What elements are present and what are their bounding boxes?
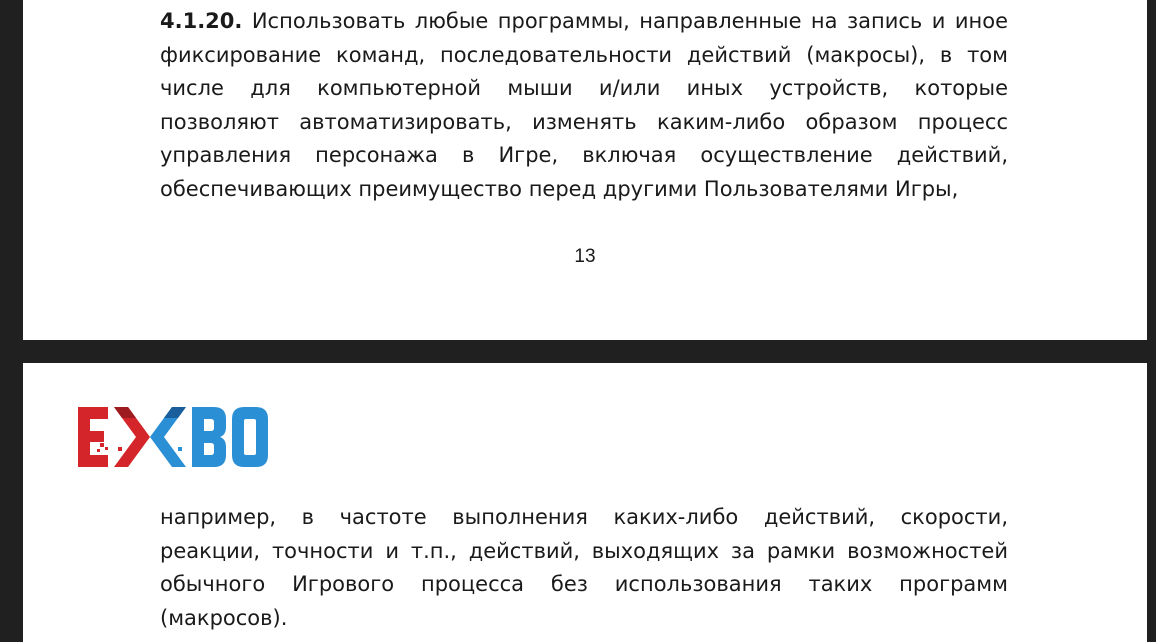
paragraph-line [160, 5, 1008, 39]
logo-letter-b [192, 407, 226, 467]
paragraph-line: например, в частоте выполнения каких-либо действий, скорости, [160, 505, 1008, 529]
paragraph-line: фиксирование команд, последовательности действий (макросы), в том [160, 42, 1008, 67]
clause-4-1-20-paragraph [160, 5, 1008, 207]
clause-number: 4.1.20. [160, 9, 243, 33]
paragraph-line: позволяют автоматизировать, изменять каким-либо образом процесс [160, 109, 1008, 134]
paragraph-line: (макросов). [160, 605, 288, 630]
continuation-paragraph [160, 501, 1008, 635]
document-page-13 [23, 0, 1147, 340]
clause-text: Использовать любые программы, направленные на запись и иное [242, 9, 1008, 33]
document-page-14 [23, 363, 1147, 642]
logo-letter-x [114, 407, 186, 467]
logo-letter-o [232, 407, 268, 467]
paragraph-line: реакции, точности и т.п., действий, выходящих за рамки возможностей [160, 538, 1008, 563]
paragraph-line: числе для компьютерной мыши и/или иных устройств, которые [160, 76, 1008, 101]
paragraph-line: обычного Игрового процесса без использования таких программ [160, 572, 1008, 597]
paragraph-line: управления персонажа в Игре, включая осуществление действий, [160, 143, 1008, 168]
page-number: 13 [574, 246, 596, 267]
paragraph-line: обеспечивающих преимущество перед другими Пользователями Игры, [160, 176, 959, 201]
exbo-logo [78, 407, 268, 467]
logo-letter-e [78, 407, 108, 467]
